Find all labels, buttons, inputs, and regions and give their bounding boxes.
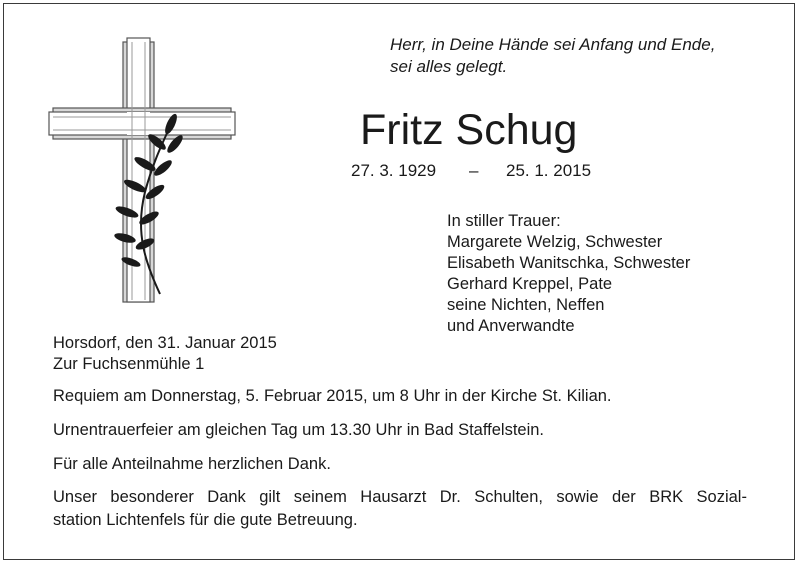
requiem-info: Requiem am Donnerstag, 5. Februar 2015, um 8 Uhr in der Kirche St. Kilian. [53,387,612,405]
cross-with-laurel-icon [45,32,245,307]
deceased-name: Fritz Schug [360,106,578,154]
birth-date: 27. 3. 1929 [351,161,437,180]
special-thanks [53,486,747,532]
word: der [611,488,636,506]
mourners-heading: In stiller Trauer: [447,212,561,230]
word: Dr. [439,488,461,506]
word: gilt [259,488,281,506]
mourner-entry: Elisabeth Wanitschka, Schwester [447,254,691,272]
mourner-entry: und Anverwandte [447,317,575,335]
date-dash: – [469,161,479,180]
mourner-entry: Margarete Welzig, Schwester [447,233,663,251]
motto-line: Herr, in Deine Hände sei Anfang und Ende, [390,35,716,54]
word: BRK [649,488,684,506]
death-date: 25. 1. 2015 [506,161,592,180]
mourners-list [447,211,690,337]
place-date-line: Horsdorf, den 31. Januar 2015 [53,334,277,352]
word: Dank [207,488,246,506]
urn-ceremony-info: Urnentrauerfeier am gleichen Tag um 13.30 Uhr in Bad Staffelstein. [53,421,545,439]
motto-verse [390,34,715,78]
mourner-entry: seine Nichten, Neffen [447,296,605,314]
word: Schulten, [474,488,543,506]
word: Unser [53,488,98,506]
thanks-text: Für alle Anteilnahme herzlichen Dank. [53,455,331,473]
motto-line: sei alles gelegt. [390,57,508,76]
mourner-entry: Gerhard Kreppel, Pate [447,275,613,293]
special-thanks-line [53,486,747,509]
word: seinem [293,488,347,506]
word: Hausarzt [360,488,427,506]
word: Sozial- [696,488,747,506]
special-thanks-line: station Lichtenfels für die gute Betreuung. [53,511,358,529]
address-line: Zur Fuchsenmühle 1 [53,355,205,373]
word: sowie [556,488,599,506]
word: besonderer [110,488,194,506]
place-and-date [53,333,277,375]
life-dates [351,161,601,183]
